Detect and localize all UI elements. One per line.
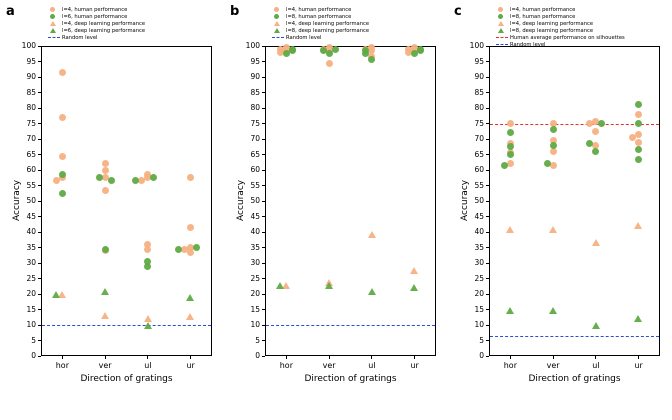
- data-point-circle: [507, 151, 514, 158]
- y-tick-label: 60: [250, 165, 260, 174]
- y-tick-label: 35: [250, 242, 260, 252]
- y-tick-mark: [486, 356, 489, 357]
- data-point-triangle: [368, 288, 376, 295]
- y-tick-mark: [486, 154, 489, 155]
- y-tick-mark: [38, 170, 41, 171]
- legend-label: l=4, deep learning performance: [62, 21, 146, 27]
- y-tick-mark: [262, 139, 265, 140]
- data-point-circle: [550, 162, 557, 169]
- x-tick-mark: [105, 356, 106, 359]
- x-tick-label: hor: [55, 361, 69, 370]
- data-point-circle: [59, 190, 66, 197]
- legend-label: l=4, deep learning performance: [286, 21, 370, 27]
- y-tick-label: 30: [474, 258, 484, 267]
- y-tick-mark: [38, 278, 41, 279]
- legend-item: [271, 20, 369, 27]
- data-point-circle: [144, 246, 151, 253]
- y-tick-mark: [38, 201, 41, 202]
- y-axis-title: Accuracy: [460, 179, 470, 221]
- y-tick-label: 20: [474, 289, 484, 298]
- legend-dashed-line-icon: [496, 44, 508, 45]
- y-tick-label: 15: [474, 304, 484, 314]
- y-tick-mark: [486, 46, 489, 47]
- data-point-circle: [289, 47, 296, 54]
- y-tick-label: 90: [250, 72, 260, 81]
- y-tick-mark: [262, 108, 265, 109]
- y-tick-label: 5: [479, 335, 484, 345]
- y-tick-label: 20: [26, 289, 36, 298]
- y-tick-mark: [38, 247, 41, 248]
- data-point-triangle: [549, 307, 557, 314]
- data-point-circle: [326, 60, 333, 67]
- data-point-triangle: [592, 322, 600, 329]
- y-tick-mark: [262, 170, 265, 171]
- y-tick-mark: [262, 356, 265, 357]
- y-tick-mark: [38, 263, 41, 264]
- chart-panel-c: [448, 0, 672, 420]
- x-tick-mark: [62, 356, 63, 359]
- x-tick-label: ul: [368, 361, 376, 370]
- data-point-circle: [102, 167, 109, 174]
- y-tick-label: 0: [255, 351, 260, 360]
- y-tick-mark: [38, 340, 41, 341]
- data-point-circle: [102, 246, 109, 253]
- x-axis-title: Direction of gratings: [80, 374, 173, 384]
- legend-label: l=8, human performance: [286, 14, 352, 20]
- data-point-circle: [635, 131, 642, 138]
- data-point-circle: [59, 114, 66, 121]
- legend-item: [495, 6, 625, 13]
- x-tick-mark: [286, 356, 287, 359]
- plot-area-c: [489, 46, 660, 356]
- data-point-triangle: [549, 226, 557, 233]
- y-tick-mark: [38, 123, 41, 124]
- legend-item: [47, 6, 145, 13]
- y-tick-mark: [262, 340, 265, 341]
- data-point-triangle: [368, 231, 376, 238]
- data-point-triangle: [410, 284, 418, 291]
- y-tick-mark: [262, 61, 265, 62]
- data-point-triangle: [506, 226, 514, 233]
- data-point-triangle: [325, 282, 333, 289]
- y-tick-mark: [486, 185, 489, 186]
- legend-triangle-icon: [274, 28, 280, 33]
- y-tick-label: 25: [26, 273, 36, 283]
- y-axis-title: Accuracy: [12, 179, 22, 221]
- y-tick-mark: [38, 185, 41, 186]
- x-tick-label: ver: [546, 361, 560, 370]
- y-tick-label: 15: [26, 304, 36, 314]
- x-tick-mark: [510, 356, 511, 359]
- y-tick-mark: [262, 46, 265, 47]
- y-tick-label: 0: [479, 351, 484, 360]
- x-tick-mark: [595, 356, 596, 359]
- y-tick-mark: [38, 139, 41, 140]
- legend-item: [495, 27, 625, 34]
- legend-label: l=4, human performance: [62, 7, 128, 13]
- y-tick-mark: [262, 201, 265, 202]
- x-tick-mark: [371, 356, 372, 359]
- legend-circle-icon: [274, 14, 279, 19]
- x-axis-title: Direction of gratings: [528, 374, 621, 384]
- y-tick-mark: [38, 46, 41, 47]
- plot-area-b: [265, 46, 436, 356]
- y-tick-label: 40: [474, 227, 484, 236]
- y-tick-label: 95: [26, 56, 36, 66]
- chart-panel-b: [224, 0, 448, 420]
- y-tick-label: 45: [26, 211, 36, 221]
- y-tick-label: 55: [26, 180, 36, 190]
- y-tick-label: 95: [474, 56, 484, 66]
- y-tick-mark: [262, 278, 265, 279]
- y-tick-label: 65: [474, 149, 484, 159]
- panel-label-c: c: [454, 4, 462, 19]
- legend-label: l=8, human performance: [510, 14, 576, 20]
- data-point-circle: [144, 263, 151, 270]
- legend-label: l=4, deep learning performance: [510, 21, 594, 27]
- y-tick-label: 60: [474, 165, 484, 174]
- legend-a: [47, 6, 145, 41]
- x-tick-label: ul: [592, 361, 600, 370]
- legend-triangle-icon: [274, 21, 280, 26]
- data-point-circle: [550, 126, 557, 133]
- legend-item: [271, 13, 369, 20]
- data-point-circle: [501, 162, 508, 169]
- y-tick-label: 65: [26, 149, 36, 159]
- x-tick-mark: [553, 356, 554, 359]
- x-tick-mark: [147, 356, 148, 359]
- data-point-triangle: [101, 312, 109, 319]
- reference-line: [490, 124, 659, 125]
- legend-dashed-line-icon: [496, 37, 508, 38]
- y-tick-mark: [262, 309, 265, 310]
- y-tick-mark: [486, 263, 489, 264]
- y-tick-label: 55: [474, 180, 484, 190]
- data-point-triangle: [186, 294, 194, 301]
- y-tick-mark: [486, 309, 489, 310]
- y-axis-title: Accuracy: [236, 179, 246, 221]
- data-point-circle: [332, 46, 339, 53]
- data-point-triangle: [276, 282, 284, 289]
- data-point-circle: [635, 139, 642, 146]
- y-tick-label: 5: [255, 335, 260, 345]
- y-tick-label: 60: [26, 165, 36, 174]
- x-tick-mark: [638, 356, 639, 359]
- y-tick-mark: [262, 77, 265, 78]
- data-point-circle: [59, 153, 66, 160]
- y-tick-mark: [38, 232, 41, 233]
- y-tick-label: 30: [250, 258, 260, 267]
- data-point-circle: [108, 177, 115, 184]
- legend-label: l=8, deep learning performance: [286, 28, 370, 34]
- y-tick-label: 70: [26, 134, 36, 143]
- y-tick-label: 85: [26, 87, 36, 97]
- legend-item: [47, 27, 145, 34]
- y-tick-mark: [486, 92, 489, 93]
- y-tick-label: 50: [26, 196, 36, 205]
- legend-item: [271, 34, 369, 41]
- y-tick-label: 20: [250, 289, 260, 298]
- y-tick-label: 25: [250, 273, 260, 283]
- y-tick-label: 50: [474, 196, 484, 205]
- y-tick-label: 5: [31, 335, 36, 345]
- reference-line: [266, 325, 435, 326]
- legend-label: Random level: [62, 35, 98, 41]
- legend-item: [495, 34, 625, 41]
- data-point-circle: [326, 50, 333, 57]
- legend-label: l=4, human performance: [286, 7, 352, 13]
- y-tick-mark: [486, 170, 489, 171]
- y-tick-label: 80: [26, 103, 36, 112]
- y-tick-label: 70: [250, 134, 260, 143]
- data-point-circle: [187, 224, 194, 231]
- y-tick-mark: [486, 108, 489, 109]
- y-tick-label: 0: [31, 351, 36, 360]
- y-tick-mark: [486, 232, 489, 233]
- data-point-triangle: [410, 267, 418, 274]
- y-tick-mark: [486, 278, 489, 279]
- y-tick-mark: [262, 325, 265, 326]
- data-point-triangle: [634, 222, 642, 229]
- panel-label-a: a: [6, 4, 15, 19]
- data-point-circle: [635, 156, 642, 163]
- legend-item: [495, 41, 625, 48]
- data-point-triangle: [506, 307, 514, 314]
- y-tick-mark: [38, 154, 41, 155]
- x-tick-mark: [329, 356, 330, 359]
- legend-c: [495, 6, 625, 48]
- y-tick-mark: [38, 309, 41, 310]
- reference-line: [490, 336, 659, 337]
- y-tick-label: 100: [21, 41, 36, 50]
- legend-triangle-icon: [50, 28, 56, 33]
- y-tick-label: 100: [245, 41, 260, 50]
- y-tick-label: 15: [250, 304, 260, 314]
- x-axis-title: Direction of gratings: [304, 374, 397, 384]
- chart-panel-a: [0, 0, 224, 420]
- y-tick-label: 10: [474, 320, 484, 329]
- x-tick-label: ur: [186, 361, 195, 370]
- y-tick-mark: [486, 77, 489, 78]
- y-tick-label: 100: [469, 41, 484, 50]
- y-tick-label: 10: [26, 320, 36, 329]
- y-tick-mark: [486, 325, 489, 326]
- data-point-circle: [544, 160, 551, 167]
- legend-circle-icon: [498, 14, 503, 19]
- y-tick-label: 90: [26, 72, 36, 81]
- y-tick-mark: [38, 294, 41, 295]
- y-tick-label: 90: [474, 72, 484, 81]
- y-tick-label: 55: [250, 180, 260, 190]
- legend-label: Human average performance on silhouettes: [510, 35, 625, 41]
- y-tick-label: 80: [474, 103, 484, 112]
- panel-label-b: b: [230, 4, 240, 19]
- data-point-triangle: [186, 313, 194, 320]
- legend-triangle-icon: [50, 21, 56, 26]
- data-point-circle: [550, 142, 557, 149]
- legend-label: l=4, human performance: [510, 7, 576, 13]
- legend-label: l=6, human performance: [62, 14, 128, 20]
- y-tick-mark: [262, 123, 265, 124]
- y-tick-label: 35: [474, 242, 484, 252]
- legend-dashed-line-icon: [48, 37, 60, 38]
- legend-label: Random level: [510, 42, 546, 48]
- y-tick-mark: [486, 139, 489, 140]
- y-tick-label: 45: [250, 211, 260, 221]
- legend-circle-icon: [498, 7, 503, 12]
- data-point-triangle: [592, 239, 600, 246]
- data-point-circle: [635, 111, 642, 118]
- legend-circle-icon: [50, 7, 55, 12]
- y-tick-mark: [486, 201, 489, 202]
- y-tick-mark: [38, 356, 41, 357]
- y-tick-mark: [486, 247, 489, 248]
- y-tick-label: 75: [250, 118, 260, 128]
- data-point-circle: [59, 69, 66, 76]
- x-tick-label: ur: [410, 361, 419, 370]
- data-point-triangle: [144, 315, 152, 322]
- y-tick-label: 80: [250, 103, 260, 112]
- legend-circle-icon: [274, 7, 279, 12]
- legend-b: [271, 6, 369, 41]
- x-tick-label: ul: [144, 361, 152, 370]
- legend-label: l=8, deep learning performance: [510, 28, 594, 34]
- legend-item: [495, 13, 625, 20]
- y-tick-label: 10: [250, 320, 260, 329]
- data-point-circle: [175, 246, 182, 253]
- data-point-circle: [96, 174, 103, 181]
- data-point-circle: [102, 187, 109, 194]
- y-tick-mark: [38, 216, 41, 217]
- x-tick-label: hor: [279, 361, 293, 370]
- y-tick-label: 50: [250, 196, 260, 205]
- legend-label: Random level: [286, 35, 322, 41]
- y-tick-mark: [486, 61, 489, 62]
- y-tick-label: 85: [250, 87, 260, 97]
- y-tick-label: 45: [474, 211, 484, 221]
- x-tick-label: ver: [98, 361, 112, 370]
- legend-item: [47, 34, 145, 41]
- x-tick-mark: [190, 356, 191, 359]
- y-tick-mark: [38, 108, 41, 109]
- x-tick-label: hor: [503, 361, 517, 370]
- data-point-triangle: [634, 315, 642, 322]
- y-tick-mark: [262, 232, 265, 233]
- y-tick-label: 75: [26, 118, 36, 128]
- y-tick-mark: [38, 92, 41, 93]
- legend-triangle-icon: [498, 28, 504, 33]
- legend-item: [271, 27, 369, 34]
- legend-item: [271, 6, 369, 13]
- y-tick-label: 25: [474, 273, 484, 283]
- y-tick-mark: [262, 92, 265, 93]
- y-tick-mark: [262, 154, 265, 155]
- y-tick-label: 85: [474, 87, 484, 97]
- y-tick-mark: [262, 263, 265, 264]
- y-tick-mark: [486, 340, 489, 341]
- reference-line: [42, 325, 211, 326]
- legend-dashed-line-icon: [272, 37, 284, 38]
- y-tick-mark: [38, 77, 41, 78]
- y-tick-label: 40: [250, 227, 260, 236]
- y-tick-label: 70: [474, 134, 484, 143]
- legend-item: [47, 13, 145, 20]
- legend-label: l=6, deep learning performance: [62, 28, 146, 34]
- y-tick-label: 35: [26, 242, 36, 252]
- y-tick-mark: [486, 294, 489, 295]
- data-point-triangle: [101, 288, 109, 295]
- legend-circle-icon: [50, 14, 55, 19]
- data-point-triangle: [144, 322, 152, 329]
- legend-item: [495, 20, 625, 27]
- data-point-triangle: [52, 291, 60, 298]
- legend-triangle-icon: [498, 21, 504, 26]
- y-tick-label: 65: [250, 149, 260, 159]
- data-point-circle: [59, 171, 66, 178]
- plot-area-a: [41, 46, 212, 356]
- y-tick-mark: [38, 325, 41, 326]
- y-tick-mark: [262, 247, 265, 248]
- y-tick-mark: [486, 123, 489, 124]
- y-tick-mark: [486, 216, 489, 217]
- y-tick-mark: [262, 185, 265, 186]
- y-tick-mark: [262, 216, 265, 217]
- x-tick-mark: [414, 356, 415, 359]
- y-tick-label: 40: [26, 227, 36, 236]
- data-point-circle: [507, 120, 514, 127]
- y-tick-mark: [38, 61, 41, 62]
- legend-item: [47, 20, 145, 27]
- y-tick-mark: [262, 294, 265, 295]
- x-tick-label: ur: [634, 361, 643, 370]
- y-tick-label: 75: [474, 118, 484, 128]
- data-point-circle: [550, 148, 557, 155]
- x-tick-label: ver: [322, 361, 336, 370]
- y-tick-label: 95: [250, 56, 260, 66]
- y-tick-label: 30: [26, 258, 36, 267]
